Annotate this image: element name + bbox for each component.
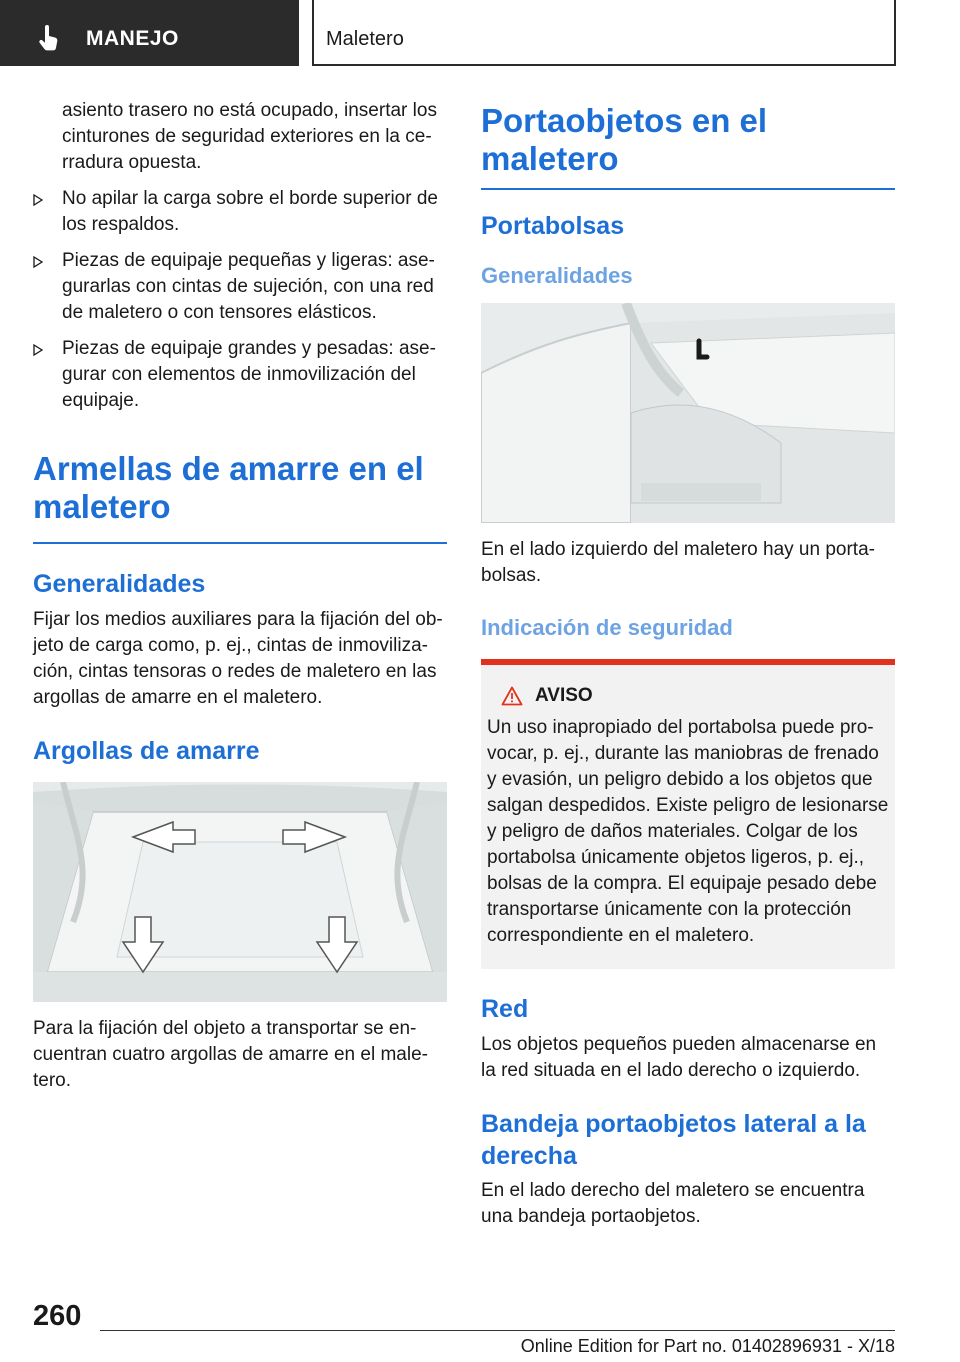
paragraph-argollas: Para la fijación del objeto a transportar se en-cuentran cuatro argollas de amarre en el male-tero.: [33, 1018, 428, 1091]
right-column: [481, 98, 895, 1230]
heading-portabolsas: Portabolsas: [481, 212, 625, 240]
warning-title-row: [487, 685, 889, 707]
triangle-bullet-icon: [33, 256, 43, 268]
list-item: [33, 336, 447, 414]
warning-triangle-icon: [501, 686, 523, 706]
triangle-bullet-icon: [33, 194, 43, 206]
heading-seguridad: Indicación de seguridad: [481, 615, 733, 640]
list-item-text: No apilar la carga sobre el borde superior de los respaldos.: [62, 188, 438, 235]
paragraph-red: Los objetos pequeños pueden almacenarse en la red situada en el lado derecho o izquierdo.: [481, 1034, 877, 1081]
left-column: [33, 98, 447, 1094]
paragraph-generalidades: Fijar los medios auxiliares para la fijación del ob-jeto de carga como, p. ej., cintas de inmoviliza-ción, cintas tensoras o redes de maletero en las argollas de amarre en el maletero.: [33, 609, 443, 708]
heading-argollas: Argollas de amarre: [33, 737, 260, 765]
edition-note: Online Edition for Part no. 01402896931 - X/18: [520, 1336, 895, 1356]
list-item: [33, 248, 447, 326]
bag-hook-image: [481, 303, 895, 523]
chapter-tab: [312, 0, 896, 66]
trunk-floor-image: [33, 782, 447, 1002]
heading-generalidades: Generalidades: [33, 570, 206, 598]
heading-red: Red: [481, 995, 529, 1023]
list-item: [33, 186, 447, 238]
heading-generalidades: Generalidades: [481, 263, 633, 288]
heading-rule: [33, 542, 447, 544]
warning-text: Un uso inapropiado del portabolsa puede pro-vocar, p. ej., durante las maniobras de frenado y evasión, un peligro debido a los objetos que salgan despedidos. Existe peligro de lesionarse y peligro de daños materiales. Colgar de los portabolsa únicamente objetos ligeros, p. ej., bolsas de la compra. El equipaje pesado debe transportarse únicamente con la protección correspondiente en el maletero.: [487, 717, 889, 946]
warning-title: AVISO: [535, 685, 593, 706]
heading-rule: [481, 188, 895, 190]
paragraph-bandeja: En el lado derecho del maletero se encuentra una bandeja portaobjetos.: [481, 1180, 865, 1227]
footer-rule: [100, 1330, 895, 1331]
hand-pointer-icon: [36, 24, 64, 52]
chapter-title: Maletero: [326, 28, 404, 50]
heading-bandeja: Bandeja portaobjetos lateral a la derecha: [481, 1110, 866, 1170]
heading-armellas: Armellas de amarre en el maletero: [33, 450, 424, 525]
heading-portaobjetos: Portaobjetos en el maletero: [481, 102, 768, 177]
section-tab: [0, 0, 299, 66]
paragraph-portabolsas: En el lado izquierdo del maletero hay un porta-bolsas.: [481, 539, 875, 586]
continued-paragraph: asiento trasero no está ocupado, insertar los cinturones de seguridad exteriores en la ce-rradura opuesta.: [62, 100, 437, 173]
warning-box: [481, 659, 895, 969]
section-title: MANEJO: [86, 27, 179, 50]
trunk-floor-illustration: [33, 782, 447, 1002]
page-number: 260: [33, 1300, 82, 1332]
list-item-text: Piezas de equipaje pequeñas y ligeras: ase-gurarlas con cintas de sujeción, con una red de maletero o con tensores elásticos.: [62, 250, 435, 323]
list-item-text: Piezas de equipaje grandes y pesadas: ase-gurar con elementos de inmovilización del equipaje.: [62, 338, 436, 411]
bag-hook-illustration: [481, 303, 895, 523]
triangle-bullet-icon: [33, 344, 43, 356]
